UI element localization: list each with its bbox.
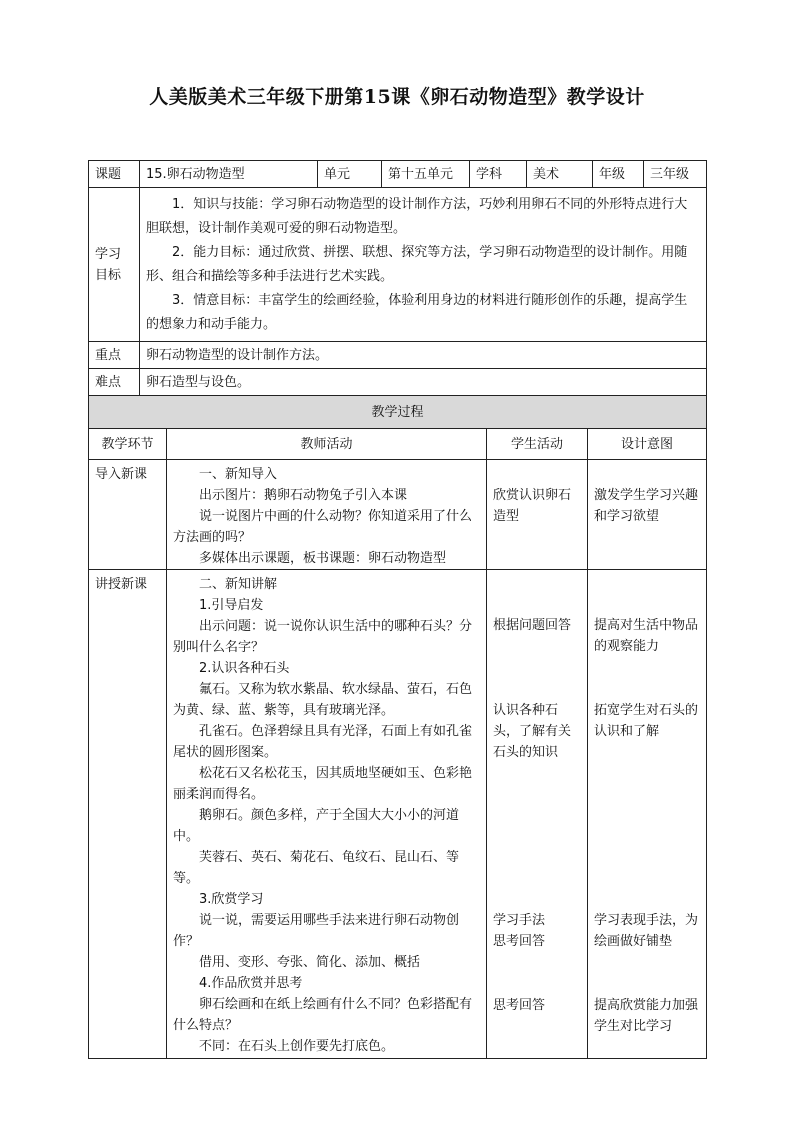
student-item: 思考回答 <box>493 998 546 1013</box>
difficulty-text: 卵石造型与设色。 <box>140 369 707 396</box>
topic-value: 15.卵石动物造型 <box>140 161 318 188</box>
design-intent-intro: 激发学生学习兴趣和学习欲望 <box>588 460 707 570</box>
goal-item: 2．能力目标：通过欣赏、拼摆、联想、探究等方法，学习卵石动物造型的设计制作。用随形、组合和描绘等多种手法进行艺术实践。 <box>146 244 688 284</box>
goal-item: 1．知识与技能：学习卵石动物造型的设计制作方法，巧妙利用卵石不同的外形特点进行大胆联想，设计制作美观可爱的卵石动物造型。 <box>146 196 688 236</box>
key-point-text: 卵石动物造型的设计制作方法。 <box>140 342 707 369</box>
teacher-activity-lecture: 二、新知讲解 1.引导启发 出示问题：说一说你认识生活中的哪种石头？分别叫什么名字？ 2.认识各种石头 氟石。又称为软水紫晶、软水绿晶、萤石，石色为黄、绿、蓝、紫等，具有玻璃光泽。 孔雀石。色泽碧绿且具有光泽，石面上有如孔雀尾状的圆形图案。 松花石又名松花玉，因其质地坚硬如玉、色彩艳丽柔润而得名。 鹅卵石。颜色多样，产于全国大大小小的河道中。 芙蓉石、英石、菊花石、龟纹石、昆山石、等等。 3.欣赏学习 说一说，需要运用哪些手法来进行卵石动物创作？ 借用、变形、夸张、简化、添加、概括 4.作品欣赏并思考 卵石绘画和在纸上绘画有什么不同？色彩搭配有什么特点？ 不同：在石头上创作要先打底色。 <box>167 570 487 1059</box>
column-header: 学生活动 <box>487 429 588 460</box>
column-header: 教师活动 <box>167 429 487 460</box>
student-item: 根据问题回答 <box>493 618 572 633</box>
goals-label: 学习 目标 <box>89 188 140 342</box>
document-title: 人美版美术三年级下册第15课《卵石动物造型》教学设计 <box>149 86 645 108</box>
key-point-label: 重点 <box>89 342 140 369</box>
process-header: 教学过程 <box>89 396 707 429</box>
teacher-activity-intro: 一、新知导入 出示图片：鹅卵石动物兔子引入本课 说一说图片中画的什么动物？你知道采用了什么方法画的吗？ 多媒体出示课题，板书课题：卵石动物造型 <box>167 460 487 570</box>
subject-value: 美术 <box>527 161 593 188</box>
column-header: 教学环节 <box>89 429 167 460</box>
lesson-info-table <box>88 160 707 396</box>
stage-lecture: 讲授新课 <box>89 570 167 1059</box>
design-intent-lecture <box>588 570 707 1059</box>
intent-item: 提高欣赏能力加强学生对比学习 <box>594 998 699 1034</box>
grade-value: 三年级 <box>644 161 707 188</box>
column-header: 设计意图 <box>588 429 707 460</box>
difficulty-label: 难点 <box>89 369 140 396</box>
goal-item: 3．情意目标：丰富学生的绘画经验，体验利用身边的材料进行随形创作的乐趣，提高学生的想象力和动手能力。 <box>146 292 688 332</box>
subject-label: 学科 <box>470 161 527 188</box>
grade-label: 年级 <box>593 161 644 188</box>
stage-intro: 导入新课 <box>89 460 167 570</box>
unit-label: 单元 <box>318 161 382 188</box>
goals-content <box>140 188 707 342</box>
topic-label: 课题 <box>89 161 140 188</box>
student-activity-intro: 欣赏认识卵石造型 <box>487 460 588 570</box>
unit-value: 第十五单元 <box>382 161 470 188</box>
student-item: 认识各种石头，了解有关石头的知识 <box>493 703 572 760</box>
teaching-process-table <box>88 395 707 1059</box>
student-item: 思考回答 <box>493 934 546 949</box>
student-item: 学习手法 <box>493 913 546 928</box>
intent-item: 提高对生活中物品的观察能力 <box>594 618 699 654</box>
intent-item: 拓宽学生对石头的认识和了解 <box>594 703 699 739</box>
student-activity-lecture <box>487 570 588 1059</box>
intent-item: 学习表现手法，为绘画做好铺垫 <box>594 913 699 949</box>
